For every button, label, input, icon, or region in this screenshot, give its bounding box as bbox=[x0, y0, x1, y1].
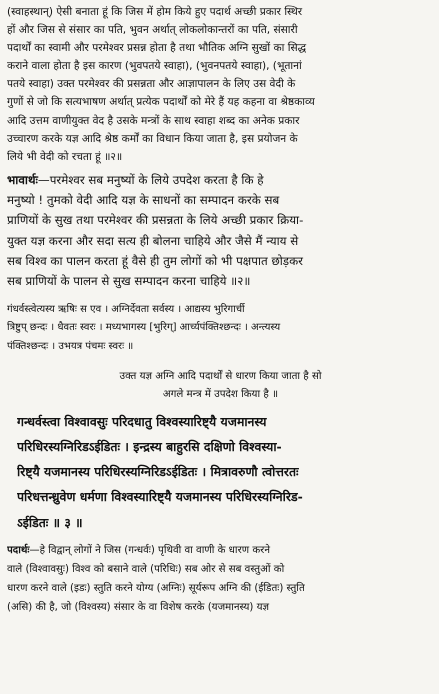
text-line: (असि) की है, जो (विश्वस्य) संसार के वा विशेष करके (यजमानस्य) यज्ञ bbox=[7, 601, 270, 613]
text-line: गंधर्वस्त्वेत्यस्य ऋषिः स एव । अग्निर्देवता सर्वस्य । आद्यस्य भुरिगार्ची bbox=[7, 303, 245, 315]
rishi-devata-chhand bbox=[7, 301, 434, 357]
padarth-label: पदार्थः bbox=[7, 544, 30, 556]
text-line: पतये स्वाहा) उक्त परमेश्वर की प्रसन्नता और आज्ञापालन के लिए उस वेदी के bbox=[7, 78, 296, 91]
text-line: त्रिष्टुप् छन्दः । धैवतः स्वरः । मध्यभागस्य [भुरिग्] आर्च्यपंक्तिश्छन्दः । अन्त्यस्य bbox=[7, 322, 281, 334]
commentary-paragraph bbox=[7, 3, 434, 166]
text-line: कराने वाला होता है इस कारण (भुवपतये स्वाहा), (भुवनपतये स्वाहा), (भूतानां bbox=[7, 60, 302, 73]
text-line: आदि उत्तम वाणीयुक्त वेद है उसके मन्त्रों के साथ स्वाहा शब्द का अनेक प्रकार bbox=[7, 114, 300, 127]
bhavarth-label: भावार्थः bbox=[7, 172, 38, 187]
text-line: युक्त यज्ञ करना और सदा सत्य ही बोलना चाहिये और जैसे मैं न्याय से bbox=[7, 233, 299, 248]
text-line: वाले (विश्वावसुः) विश्व को बसाने वाले (परिधिः) सब ओर से सब वस्तुओं को bbox=[7, 563, 285, 575]
text-line: सब प्राणियों के पालन से सुख सम्पादन करना चाहिये ॥२॥ bbox=[7, 274, 251, 289]
verse-line: परिधत्तन्ध्रुवेण धर्मणा विश्वस्यारिष्ट्यै यजमानस्य परिधिरस्यग्निरिड- bbox=[17, 489, 303, 505]
text-line bbox=[7, 541, 434, 560]
padarth-text: —हे विद्वान् लोगों ने जिस (गन्धर्वः) पृथिवी वा वाणी के धारण करने bbox=[29, 544, 270, 556]
text-line: मनुष्यो ! तुमको वेदी आदि यज्ञ के साधनों का सम्पादन करके सब bbox=[7, 193, 280, 208]
text-line: उच्चारण करके यज्ञ आदि श्रेष्ठ कर्मों का विधान किया जाता है, इस प्रयोजन के bbox=[7, 132, 298, 145]
text-line: अगले मन्त्र में उपदेश किया है ॥ bbox=[162, 389, 279, 401]
text-line: धारण करने वाले (इडः) स्तुति करने योग्य (अग्निः) सूर्यरूप अग्नि की (ईडितः) स्तुति bbox=[7, 582, 305, 594]
text-line bbox=[7, 170, 434, 190]
text-line: प्राणियों के सुख तथा परमेश्वर की प्रसन्नता के लिये अच्छी प्रकार क्रिया- bbox=[7, 213, 304, 228]
text-line: हों और जिस से संसार का पति, भुवन अर्थात् लोकलोकान्तरों का पति, संसारी bbox=[7, 24, 298, 37]
bhavarth-section bbox=[7, 170, 434, 292]
text-line: उक्त यज्ञ अग्नि आदि पदार्थों से धारण किया जाता है सो bbox=[119, 371, 322, 383]
text-line: सब विश्व का पालन करता हूं वैसे ही तुम लोगों को भी पक्षपात छोड़कर bbox=[7, 254, 304, 269]
verse-line: ऽईडितः ॥ ३ ॥ bbox=[17, 514, 83, 530]
bhavarth-text: —परमेश्वर सब मनुष्यों के लिये उपदेश करता है कि हे bbox=[37, 172, 264, 187]
text-line: गुणों से जो कि सत्यभाषण अर्थात् प्रत्येक पदार्थों को मेरे हैं यह कहना वा श्रेष्ठकाव्य bbox=[7, 96, 315, 109]
verse-line: परिधिरस्यग्निरिडऽईडितः । इन्द्रस्य बाहुरसि दक्षिणो विश्वस्या- bbox=[17, 439, 282, 455]
text-line: (स्वाहस्थान्) ऐसी बनाता हूं कि जिस में होम किये हुए पदार्थ अच्छी प्रकार स्थिर bbox=[7, 6, 303, 18]
text-line: लिये भी वेदी को रचता हूं ॥२॥ bbox=[7, 150, 123, 163]
text-line: पंक्तिश्छन्दः । उभयत्र पंचमः स्वरः ॥ bbox=[7, 340, 134, 352]
mantra-verse bbox=[17, 409, 434, 534]
text-line: पदार्थों का स्वामी और परमेश्वर प्रसन्न होता है तथा भौतिक अग्नि सुखों का सिद्ध bbox=[7, 42, 307, 55]
mantra-introduction bbox=[7, 368, 434, 404]
verse-line: रिष्ट्यै यजमानस्य परिधिरस्यग्निरिडऽईडितः । मित्रावरुणौ त्वोत्तरतः bbox=[17, 464, 299, 480]
padarth-section bbox=[7, 541, 434, 617]
verse-line: गन्धर्वस्त्वा विश्वावसुः परिदधातु विश्वस्यारिष्ट्यै यजमानस्य bbox=[17, 414, 267, 430]
